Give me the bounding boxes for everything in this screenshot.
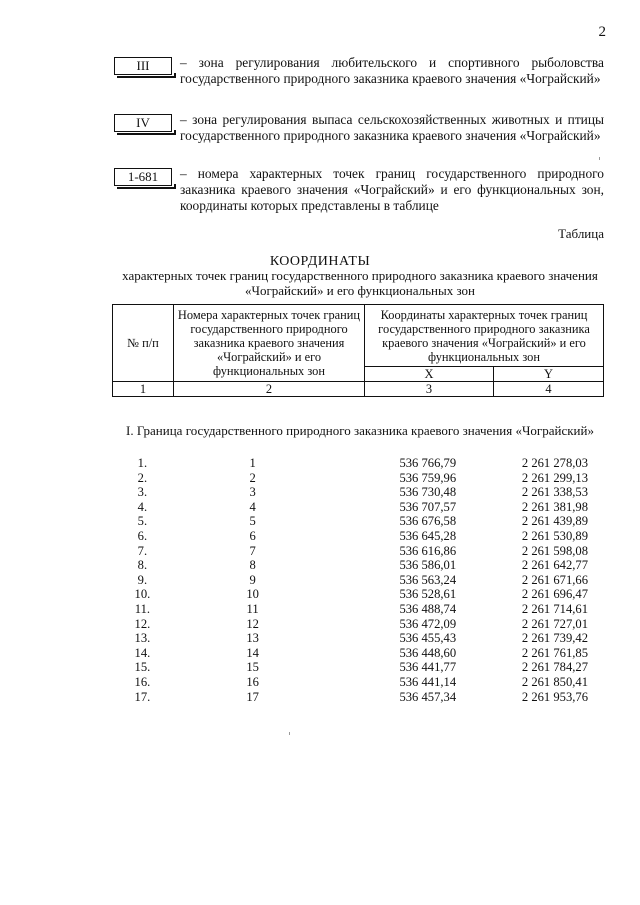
row-number: 11. <box>134 601 151 616</box>
header-index-4: 4 <box>494 382 604 397</box>
row-x-coordinate: 536 488,74 <box>399 601 457 616</box>
row-point-number: 13 <box>246 631 259 646</box>
row-y-coordinate: 2 261 338,53 <box>521 485 588 500</box>
header-col-point-numbers: Номера характерных точек границ государственного природного заказника краевого значения «Чограйский» и его функциональных зон <box>174 305 365 382</box>
legend-code-box: 1-681 <box>114 168 172 186</box>
table-row <box>112 485 604 500</box>
row-x-coordinate: 536 730,48 <box>399 485 457 500</box>
table-row <box>112 500 604 515</box>
row-y-coordinate: 2 261 784,27 <box>521 660 588 675</box>
header-index-1: 1 <box>113 382 174 397</box>
row-point-number: 14 <box>246 645 259 660</box>
coordinates-table-header <box>112 304 604 397</box>
table-row <box>112 471 604 486</box>
row-point-number: 17 <box>246 689 259 704</box>
legend-description: – зона регулирования выпаса сельскохозяйственных животных и птицы государственного природного заказника краевого значения «Чограйский» <box>180 112 604 144</box>
row-y-coordinate: 2 261 278,03 <box>521 456 588 470</box>
table-row <box>112 514 604 529</box>
row-x-coordinate: 536 766,79 <box>399 456 457 470</box>
document-title: КООРДИНАТЫ <box>269 254 371 269</box>
row-x-coordinate: 536 441,14 <box>399 674 457 689</box>
header-col-coordinates: Координаты характерных точек границ государственного природного заказника краевого значения «Чограйский» и его функциональных зон <box>365 305 604 367</box>
row-number: 3. <box>137 485 148 500</box>
header-index-3: 3 <box>365 382 494 397</box>
row-y-coordinate: 2 261 714,61 <box>521 601 588 616</box>
row-x-coordinate: 536 528,61 <box>399 587 457 602</box>
row-y-coordinate: 2 261 727,01 <box>521 616 588 631</box>
legend-description: – номера характерных точек границ государственного природного заказника краевого значения «Чограйский» и его функциональных зон, координаты которых представлены в таблице <box>180 166 604 214</box>
row-number: 8. <box>137 558 148 573</box>
header-col-y: Y <box>494 367 604 382</box>
table-row <box>112 646 604 661</box>
row-x-coordinate: 536 563,24 <box>399 572 457 587</box>
legend-item-zone-3 <box>114 55 604 105</box>
legend-code-box: III <box>114 57 172 75</box>
table-row <box>112 456 604 471</box>
row-number: 1. <box>137 456 148 470</box>
table-row <box>112 602 604 617</box>
legend-code-box: IV <box>114 114 172 132</box>
row-x-coordinate: 536 645,28 <box>399 528 457 543</box>
row-point-number: 3 <box>249 485 256 500</box>
row-point-number: 9 <box>249 572 256 587</box>
row-number: 4. <box>137 499 148 514</box>
row-number: 7. <box>137 543 148 558</box>
row-x-coordinate: 536 448,60 <box>399 645 457 660</box>
section-title: I. Граница государственного природного заказника краевого значения «Чограйский» <box>126 423 594 438</box>
row-x-coordinate: 536 441,77 <box>399 660 457 675</box>
row-number: 6. <box>137 528 148 543</box>
coordinates-table <box>112 456 604 704</box>
row-number: 14. <box>134 645 151 660</box>
row-number: 10. <box>134 587 151 602</box>
row-y-coordinate: 2 261 953,76 <box>521 689 588 704</box>
row-number: 9. <box>137 572 148 587</box>
row-point-number: 4 <box>249 499 256 514</box>
row-y-coordinate: 2 261 671,66 <box>521 572 588 587</box>
row-point-number: 5 <box>249 514 256 529</box>
scan-speck <box>289 732 290 735</box>
row-number: 16. <box>134 674 151 689</box>
row-y-coordinate: 2 261 739,42 <box>521 631 588 646</box>
header-index-2: 2 <box>174 382 365 397</box>
row-number: 12. <box>134 616 151 631</box>
row-point-number: 15 <box>246 660 259 675</box>
row-point-number: 6 <box>249 528 256 543</box>
header-col-number: № п/п <box>113 305 174 382</box>
row-x-coordinate: 536 586,01 <box>399 558 457 573</box>
document-subtitle: характерных точек границ государственного природного заказника краевого значения «Чограйский» и его функциональных зон <box>122 268 598 298</box>
table-row <box>112 573 604 588</box>
row-y-coordinate: 2 261 381,98 <box>521 499 588 514</box>
row-point-number: 10 <box>246 587 259 602</box>
table-caption: Таблица <box>558 226 604 241</box>
header-col-x: X <box>365 367 494 382</box>
row-point-number: 7 <box>249 543 256 558</box>
row-x-coordinate: 536 616,86 <box>399 543 457 558</box>
row-number: 15. <box>134 660 151 675</box>
row-y-coordinate: 2 261 850,41 <box>521 674 588 689</box>
row-y-coordinate: 2 261 598,08 <box>521 543 588 558</box>
table-row <box>112 529 604 544</box>
row-x-coordinate: 536 457,34 <box>399 689 457 704</box>
table-row <box>112 631 604 646</box>
row-x-coordinate: 536 676,58 <box>399 514 457 529</box>
row-y-coordinate: 2 261 642,77 <box>521 558 588 573</box>
row-point-number: 11 <box>246 601 259 616</box>
row-point-number: 12 <box>246 616 259 631</box>
table-row <box>112 690 604 705</box>
row-number: 17. <box>134 689 151 704</box>
row-point-number: 2 <box>249 470 256 485</box>
row-y-coordinate: 2 261 299,13 <box>521 470 588 485</box>
legend-item-zone-4 <box>114 112 604 162</box>
row-x-coordinate: 536 707,57 <box>399 499 457 514</box>
row-x-coordinate: 536 759,96 <box>399 470 457 485</box>
table-row <box>112 558 604 573</box>
page-number: 2 <box>598 24 606 40</box>
row-x-coordinate: 536 472,09 <box>399 616 457 631</box>
row-y-coordinate: 2 261 761,85 <box>521 645 588 660</box>
row-number: 13. <box>134 631 151 646</box>
table-row <box>112 675 604 690</box>
row-point-number: 1 <box>249 456 256 470</box>
legend-item-point-numbers <box>114 166 604 216</box>
row-y-coordinate: 2 261 530,89 <box>521 528 588 543</box>
row-y-coordinate: 2 261 696,47 <box>521 587 588 602</box>
row-point-number: 8 <box>249 558 256 573</box>
scan-speck <box>599 157 600 160</box>
table-row <box>112 587 604 602</box>
table-row <box>112 544 604 559</box>
row-number: 5. <box>137 514 148 529</box>
row-x-coordinate: 536 455,43 <box>399 631 457 646</box>
table-row <box>112 617 604 632</box>
row-number: 2. <box>137 470 148 485</box>
legend-description: – зона регулирования любительского и спортивного рыболовства государственного природного заказника краевого значения «Чограйский» <box>180 55 604 87</box>
row-y-coordinate: 2 261 439,89 <box>521 514 588 529</box>
row-point-number: 16 <box>246 674 259 689</box>
table-row <box>112 660 604 675</box>
